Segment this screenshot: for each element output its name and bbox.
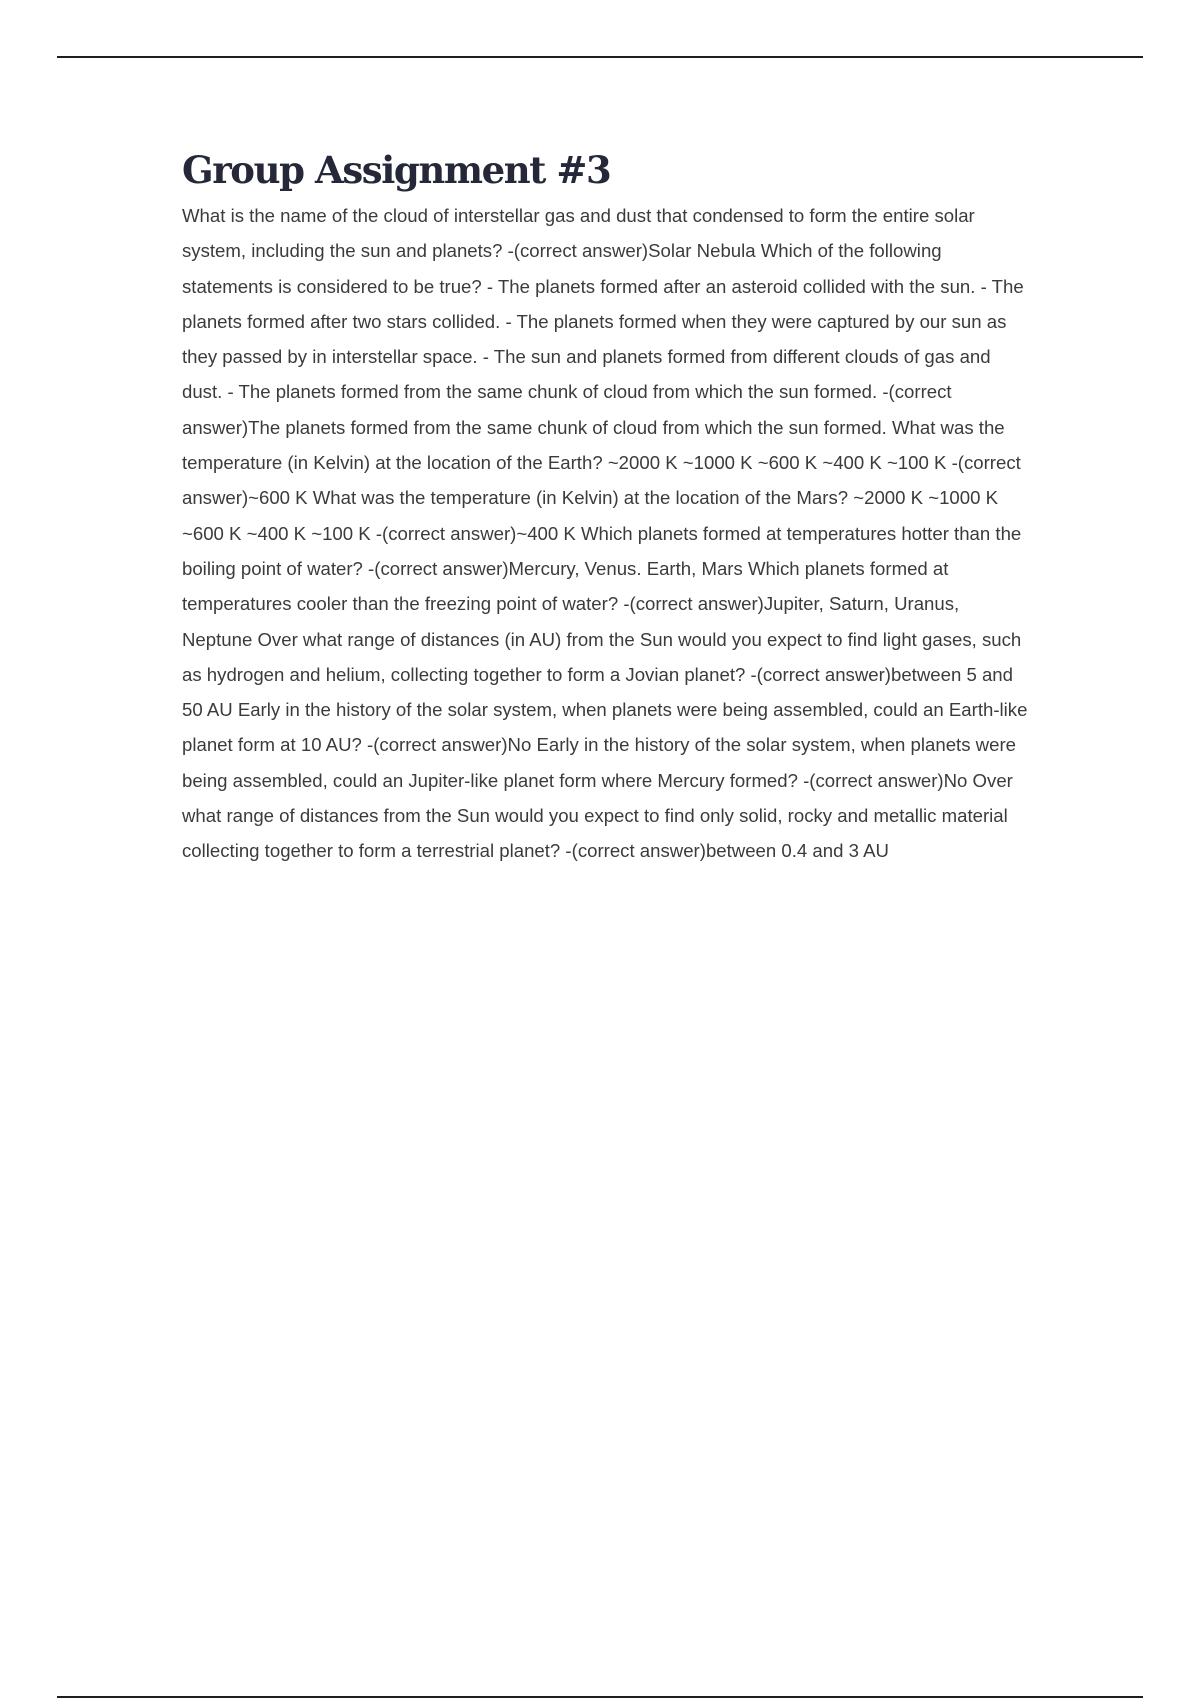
document-title: Group Assignment #3 — [182, 148, 611, 192]
document-body: What is the name of the cloud of interstellar gas and dust that condensed to form the entire solar system, including the sun and planets? -(correct answer)Solar Nebula Which of the following statements is considered to be true? - The planets formed after an asteroid collided with the sun. - The planets formed after two stars collided. - The planets formed when they were captured by our sun as they passed by in interstellar space. - The sun and planets formed from different clouds of gas and dust. - The planets formed from the same chunk of cloud from which the sun formed. -(correct answer)The planets formed from the same chunk of cloud from which the sun formed. What was the temperature (in Kelvin) at the location of the Earth? ~2000 K ~1000 K ~600 K ~400 K ~100 K -(correct answer)~600 K What was the temperature (in Kelvin) at the location of the Mars? ~2000 K ~1000 K ~600 K ~400 K ~100 K -(correct answer)~400 K Which planets formed at temperatures hotter than the boiling point of water? -(correct answer)Mercury, Venus. Earth, Mars Which planets formed at temperatures cooler than the freezing point of water? -(correct answer)Jupiter, Saturn, Uranus, Neptune Over what range of distances (in AU) from the Sun would you expect to find light gases, such as hydrogen and helium, collecting together to form a Jovian planet? -(correct answer)between 5 and 50 AU Early in the history of the solar system, when planets were being assembled, could an Earth-like planet form at 10 AU? -(correct answer)No Early in the history of the solar system, when planets were being assembled, could an Jupiter-like planet form where Mercury formed? -(correct answer)No Over what range of distances from the Sun would you expect to find only solid, rocky and metallic material collecting together to form a terrestrial planet? -(correct answer)between 0.4 and 3 AU — [182, 205, 1028, 862]
document-content — [182, 142, 1032, 869]
bottom-divider — [57, 1696, 1143, 1698]
top-divider — [57, 56, 1143, 58]
